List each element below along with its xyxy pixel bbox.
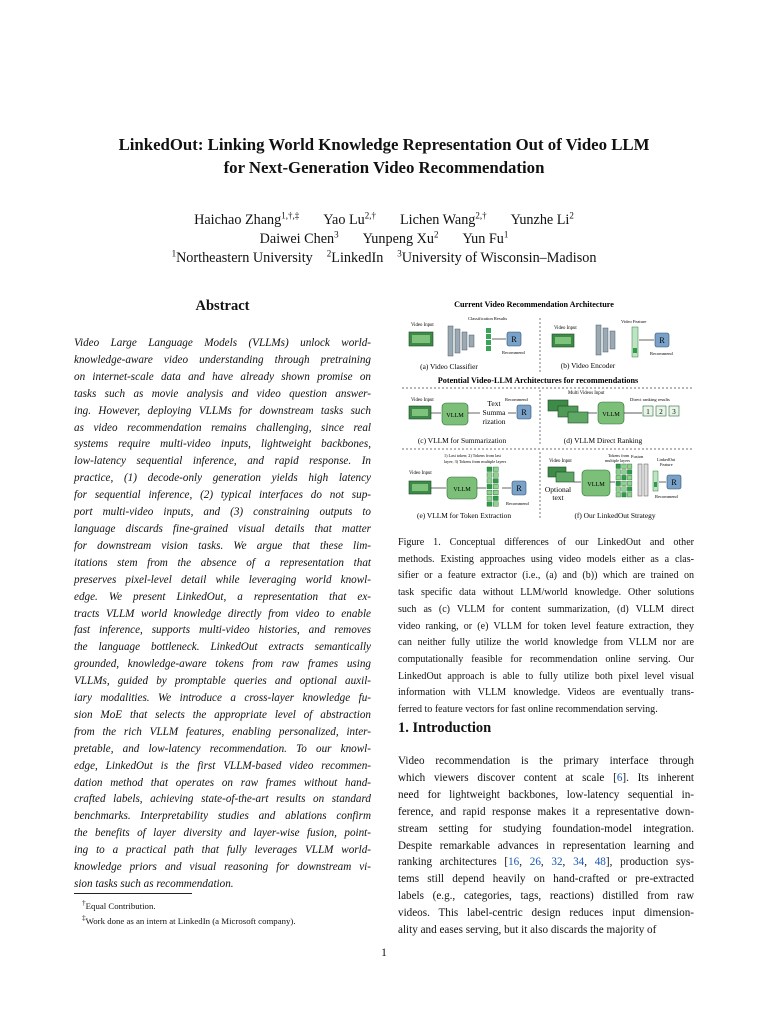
text-line: benchmarks. Interpretability studies and ablations confirm — [74, 810, 371, 823]
text-line: ferred to feature vectors for fast online recommendation serving. — [398, 704, 658, 716]
token-cell — [622, 475, 627, 480]
video-frame-inner — [555, 337, 571, 344]
figure-1 — [398, 296, 694, 524]
introduction-body — [398, 753, 694, 939]
text-run: , — [519, 856, 530, 869]
text-line: port multi-video inputs, and (3) constraining outputs to — [74, 506, 371, 519]
rank-number: 1 — [646, 408, 650, 416]
author-name-text: Yunzhe Li — [510, 211, 570, 228]
token-cell — [616, 493, 621, 498]
abstract-body — [74, 335, 371, 893]
text-line: LinkedOut approach is able to fully utilize both pixel level visual — [398, 670, 694, 682]
video-input-label: Video Input — [549, 459, 572, 464]
vllm-label: VLLM — [587, 481, 605, 488]
text-line: task specific data without LLM/world knowledge. Other solutions — [398, 587, 694, 599]
text-line: dation method that operates on raw frames without hand- — [74, 776, 371, 789]
citation-link[interactable]: 6 — [616, 771, 623, 784]
panel-c — [409, 397, 531, 445]
panel-e-caption: (e) VLLM for Token Extraction — [416, 511, 512, 520]
text-line: low-latency sequential inference, and rapid response. In — [74, 455, 371, 468]
token-cell — [616, 487, 621, 492]
introduction-heading: 1. Introduction — [398, 720, 492, 736]
video-feature-label: Video Feature — [621, 319, 647, 324]
multi-video-input-label: Multi Videos Input — [568, 391, 605, 396]
text-run: stream setting for studying foundation-model integration. — [398, 822, 694, 835]
token-grid — [616, 464, 632, 497]
text-line — [398, 905, 694, 922]
encoder-layer — [603, 328, 608, 352]
text-line — [398, 753, 694, 770]
text-line: from the rich VLLM features, enabling personalized, inter- — [74, 725, 371, 738]
citation-link[interactable]: 26 — [529, 856, 541, 869]
token-cell — [622, 493, 627, 498]
text-line — [398, 854, 694, 871]
video-input-label: Video Input — [409, 471, 432, 476]
class-token — [486, 334, 491, 339]
panel-d — [548, 391, 679, 445]
affiliation — [397, 250, 596, 266]
text-line: sifier or a feature extractor (i.e., (a) and (b)) which are trained on — [398, 570, 694, 582]
text-line: sion tasks such as recommendation. — [74, 878, 234, 890]
text-line: video ranking, or (e) VLLM for token level feature extraction, they — [398, 620, 694, 632]
text-line: methods. Existing approaches using video models either as a clas- — [398, 553, 694, 565]
paper-title-line2: for Next-Generation Video Recommendation — [223, 158, 545, 177]
affiliation — [327, 250, 384, 266]
recommend-label: Recommend — [650, 351, 673, 356]
text-run: ], production sys- — [605, 856, 695, 869]
tokens-multiple-layers-label: multiple layers — [605, 458, 631, 463]
text-line: tracts VLLM world knowledge directly from video to enable — [74, 607, 371, 620]
token-cell — [622, 464, 627, 469]
author-name-text: Lichen Wang — [399, 211, 476, 228]
token-cell — [616, 475, 621, 480]
footnote-text: Equal Contribution. — [85, 900, 156, 911]
text-line: on internet-scale data and have already shown promise on — [74, 370, 371, 383]
encoder-layer — [610, 331, 615, 349]
class-token — [486, 340, 491, 345]
paper-title-line1: LinkedOut: Linking World Knowledge Representation Out of Video LLM — [118, 135, 650, 154]
text-run: Despite remarkable advances in representation learning and — [398, 839, 694, 852]
affiliation — [172, 250, 313, 266]
token-cell — [627, 470, 632, 475]
text-line: tasks such as movie analysis and video question answer- — [74, 387, 371, 400]
vllm-label: VLLM — [453, 486, 471, 493]
citation-link[interactable]: 34 — [573, 856, 585, 869]
token-cell — [487, 502, 492, 507]
text-line: itations stem from the absence of a representation that — [74, 556, 371, 569]
text-run: need for lightweight backbones, low-latency sequential in- — [398, 788, 694, 801]
affiliation-mark: 3 — [397, 248, 402, 258]
token-cell — [627, 493, 632, 498]
affiliation-name: Northeastern University — [176, 249, 313, 266]
text-run: ]. Its inherent — [622, 771, 694, 784]
text-run: which viewers discover content at scale [ — [398, 771, 617, 784]
optional-text-label: Optional — [544, 485, 572, 494]
feature-cell — [633, 348, 637, 353]
panel-b — [552, 319, 673, 370]
text-line: systems require multi-video inputs, lightweight backbones, — [74, 438, 371, 451]
author-name-text: Haichao Zhang — [194, 211, 282, 228]
text-line: knowledge-aware video understanding through pretraining — [74, 353, 371, 366]
token-cell — [493, 484, 498, 489]
token-cell — [493, 496, 498, 501]
recommender-r-label: R — [511, 335, 517, 344]
video-frame-icon — [556, 472, 574, 482]
video-frame-inner — [412, 484, 428, 491]
citation-link[interactable]: 16 — [508, 856, 520, 869]
text-line: iary modalities. We introduce a cross-layer knowledge fu- — [74, 692, 371, 705]
text-line — [398, 838, 694, 855]
author-affiliation-mark: 2 — [433, 229, 439, 239]
affiliation-name: University of Wisconsin–Madison — [401, 249, 597, 266]
figure-title-current: Current Video Recommendation Architecture — [454, 300, 614, 309]
token-note-label: layer; 3) Tokens from multiple layers — [444, 459, 507, 464]
text-run: , — [540, 856, 552, 869]
author-affiliation-mark: 2,† — [364, 210, 376, 220]
token-cell — [627, 464, 632, 469]
text-line: knowledge priors and visual reasoning for downstream vi- — [74, 861, 371, 874]
video-frame-inner — [412, 409, 428, 416]
panel-d-caption: (d) VLLM Direct Ranking — [563, 436, 643, 445]
affiliation-mark: 2 — [326, 248, 332, 258]
affiliation-name: LinkedIn — [331, 249, 384, 266]
text-line: fast inference, supports multi-video histories, and removes — [74, 624, 371, 637]
token-cell — [493, 490, 498, 495]
token-cell — [487, 484, 492, 489]
fusion-layer — [638, 464, 642, 496]
video-frame-inner — [412, 335, 430, 343]
recommend-label: Recommend — [655, 494, 678, 499]
panel-b-caption: (b) Video Encoder — [560, 361, 616, 370]
text-summarization-label: Text — [487, 399, 501, 408]
citation-link[interactable]: 48 — [594, 856, 606, 869]
text-line: edge. We present LinkedOut, a representation that ex- — [74, 590, 371, 603]
token-grid — [487, 467, 498, 506]
recommender-r-label: R — [516, 484, 522, 493]
text-summarization-label: rization — [482, 417, 506, 426]
token-cell — [487, 467, 492, 472]
recommend-label: Recommend — [502, 350, 525, 355]
encoder-layer — [596, 325, 601, 355]
text-run: , — [562, 856, 574, 869]
panel-f — [545, 453, 681, 520]
panel-a — [409, 316, 525, 371]
recommend-label: Recommend — [505, 397, 528, 402]
feature-vector — [653, 471, 658, 491]
feature-cell — [654, 482, 657, 487]
token-cell — [627, 475, 632, 480]
text-run: Video recommendation is the primary interface through — [398, 755, 694, 767]
text-line: grounded, knowledge-aware tokens from raw frames using — [74, 658, 371, 671]
text-run: , — [584, 856, 595, 869]
encoder-layer — [462, 332, 467, 350]
text-line: ing. However, deploying VLLMs for downstream tasks such — [74, 404, 371, 417]
footnote — [82, 897, 296, 912]
fusion-layer — [644, 464, 648, 496]
token-note-label: 1) Last token; 2) Tokens from last — [444, 453, 501, 458]
encoder-layer — [469, 335, 474, 347]
token-cell — [487, 496, 492, 501]
class-token — [486, 328, 491, 333]
panel-c-caption: (c) VLLM for Summarization — [417, 436, 507, 445]
text-line — [398, 888, 694, 905]
text-line: such as (c) VLLM for content summarization, (d) VLLM direct — [398, 603, 694, 615]
text-line: for downstream vision tasks. We argue that these lim- — [74, 539, 371, 552]
text-run: ranking architectures [ — [398, 856, 509, 869]
recommend-label: Recommend — [506, 501, 529, 506]
fusion-label: Fusion — [631, 454, 644, 459]
text-run: ality and eases serving, but it also discards the majority of — [398, 924, 657, 937]
token-cell — [493, 473, 498, 478]
text-line: ing to a practical path that fully leverages VLLM world- — [74, 844, 371, 857]
text-line: Figure 1. Conceptual differences of our LinkedOut and other — [398, 537, 694, 548]
text-line: preserves pixel-level detail while leveraging world knowl- — [74, 573, 371, 586]
text-line: edge, LinkedOut is the first VLLM-based video recommen- — [74, 759, 371, 772]
rank-number: 3 — [672, 408, 676, 416]
figure-title-potential: Potential Video-LLM Architectures for recommendations — [437, 376, 639, 385]
text-line: for sequential inference, (2) typical interfaces do not sup- — [74, 489, 371, 502]
class-token — [486, 346, 491, 351]
footnotes — [82, 897, 296, 927]
author-affiliation-mark: 2,† — [475, 210, 487, 220]
panel-a-caption: (a) Video Classifier — [420, 362, 478, 371]
author-affiliation-mark: 1 — [503, 229, 509, 239]
classification-results-label: Classification Results — [468, 316, 508, 321]
token-cell — [622, 481, 627, 486]
text-line: the language bottleneck. LinkedOut extracts semantically — [74, 641, 371, 654]
footnote-text: Work done as an intern at LinkedIn (a Microsoft company). — [85, 915, 296, 926]
token-cell — [487, 490, 492, 495]
abstract-heading: Abstract — [195, 298, 250, 314]
text-run: tems still depend heavily on hand-crafted or pre-extracted — [398, 873, 694, 886]
text-run: ference, and rapid response makes it a representative down- — [398, 805, 694, 818]
footnote-mark: ‡ — [82, 912, 86, 922]
footnote — [82, 912, 296, 927]
linkedout-feature-label: Feature — [660, 462, 673, 467]
text-line: sion MoE that selects the appropriate level of abstraction — [74, 708, 371, 721]
text-run: labels (e.g., categories, tags, reactions) distilled from raw — [398, 890, 694, 903]
rank-number: 2 — [659, 408, 663, 416]
token-cell — [493, 467, 498, 472]
video-input-label: Video Input — [554, 326, 577, 331]
author-name-text: Yunpeng Xu — [362, 230, 434, 247]
optional-text-label: text — [552, 493, 564, 502]
author-name-text: Yao Lu — [323, 211, 365, 228]
text-line: practice, (1) decode-only generation yields high latency — [74, 472, 371, 485]
token-cell — [493, 479, 498, 484]
token-cell — [487, 479, 492, 484]
text-line — [398, 922, 694, 939]
text-line: computationally feasible for recommendation online serving. Our — [398, 653, 694, 665]
author-name-text: Daiwei Chen — [259, 230, 335, 247]
text-line: information with VLLM knowledge. Videos are eventually trans- — [398, 687, 694, 699]
text-summarization-label: Summa — [482, 408, 506, 417]
author-affiliation-mark: 3 — [334, 229, 339, 239]
text-line: language discards fine-grained visual details that matter — [74, 522, 371, 535]
affiliation-mark: 1 — [171, 248, 177, 258]
tokens-multiple-layers-label: Tokens from — [608, 453, 630, 458]
text-line: pretable, and low-latency recommendation. To our knowl- — [74, 742, 371, 755]
text-line: can neither fully utilize the world knowledge from VLLM nor are — [398, 637, 694, 649]
author-affiliation-mark: 1,†,‡ — [281, 210, 300, 220]
text-line: as video recommendation remains challenging, since real — [74, 421, 371, 434]
video-frame-icon — [568, 412, 588, 423]
direct-ranking-label: Direct ranking results — [630, 397, 670, 402]
text-line — [398, 871, 694, 888]
video-input-label: Video Input — [411, 398, 434, 403]
vllm-label: VLLM — [446, 412, 464, 419]
token-cell — [627, 487, 632, 492]
affiliations — [0, 244, 768, 268]
text-line: Video Large Language Models (VLLMs) unlock world- — [74, 337, 371, 349]
token-cell — [627, 481, 632, 486]
token-cell — [487, 473, 492, 478]
panel-f-caption: (f) Our LinkedOut Strategy — [574, 511, 656, 520]
recommender-r-label: R — [521, 408, 527, 417]
footnote-mark: † — [82, 898, 86, 907]
linkedout-feature-label: LinkedOut — [657, 457, 676, 462]
recommender-r-label: R — [671, 478, 677, 487]
author-affiliation-mark: 2 — [569, 210, 574, 220]
text-line: the benefits of layer diversity and layer-wise fusion, point- — [74, 827, 371, 840]
encoder-layer — [455, 329, 460, 353]
text-line: crafted labels, achieving state-of-the-art results on standard — [74, 793, 371, 806]
figure-caption — [398, 535, 694, 719]
encoder-layer — [448, 326, 453, 356]
text-line — [398, 804, 694, 821]
page-number: 1 — [381, 947, 387, 959]
footnote-rule — [74, 893, 192, 894]
token-cell — [616, 464, 621, 469]
text-line: VLLMs, guided by promptable queries and optional auxil- — [74, 675, 371, 688]
citation-link[interactable]: 32 — [551, 856, 563, 869]
text-run: videos. This label-centric design reduces input dimension- — [398, 907, 694, 920]
token-cell — [622, 487, 627, 492]
token-cell — [616, 481, 621, 486]
vllm-label: VLLM — [602, 411, 620, 418]
text-line — [398, 787, 694, 804]
panel-e — [409, 453, 529, 520]
token-cell — [493, 502, 498, 507]
video-input-label: Video Input — [411, 323, 434, 328]
author-name-text: Yun Fu — [462, 230, 504, 247]
text-line — [398, 770, 694, 787]
token-cell — [616, 470, 621, 475]
text-line — [398, 821, 694, 838]
recommender-r-label: R — [659, 336, 665, 345]
token-cell — [622, 470, 627, 475]
